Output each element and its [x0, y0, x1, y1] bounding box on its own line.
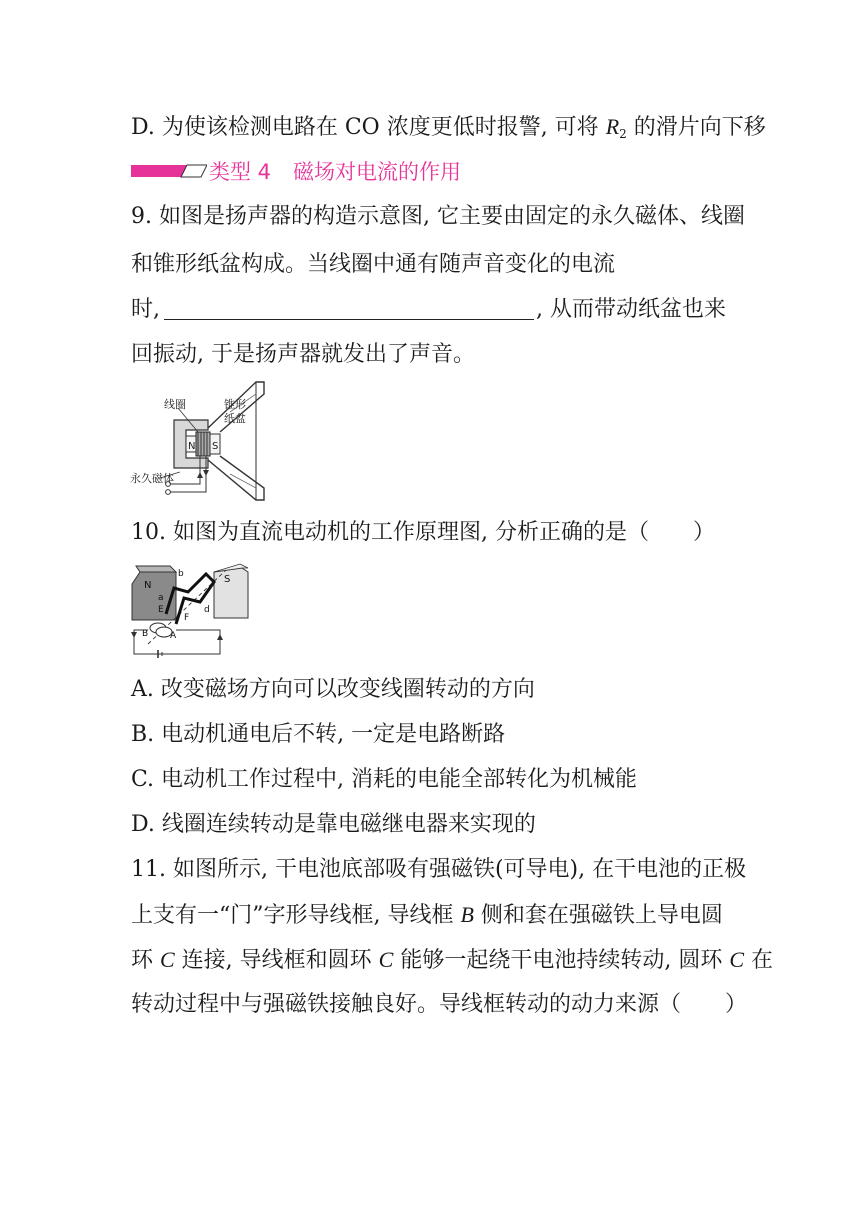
q10-option-d: D. 线圈连续转动是靠电磁继电器来实现的: [131, 812, 536, 837]
motor-diagram: [130, 562, 252, 662]
q10-stem: 10. 如图为直流电动机的工作原理图, 分析正确的是（ ）: [131, 520, 715, 545]
speaker-label-s: S: [212, 441, 219, 452]
q8-option-d-prefix: D. 为使该检测电路在 CO 浓度更低时报警, 可将: [131, 115, 606, 140]
motor-label-a-small: a: [158, 593, 164, 603]
section-header: [131, 156, 461, 186]
q11-line-3-var3: C: [729, 947, 745, 972]
speaker-label-cone-1: 锥形: [224, 398, 246, 411]
motor-label-f: F: [184, 613, 190, 623]
q11-line-3-d: 在: [744, 948, 774, 973]
q11-line-2-a: 上支有一“门”字形导线框, 导线框: [131, 903, 461, 928]
speaker-label-n: N: [188, 441, 196, 452]
q9-line-3: [131, 295, 726, 325]
motor-figure: [130, 562, 252, 662]
speaker-label-coil: 线圈: [164, 398, 186, 411]
speaker-label-cone-2: 纸盆: [224, 412, 246, 425]
q9-line-3-prefix: 时,: [131, 297, 160, 322]
q10-option-b: B. 电动机通电后不转, 一定是电路断路: [131, 722, 506, 747]
q8-option-d-suffix: 的滑片向下移: [626, 115, 766, 140]
speaker-diagram: [130, 376, 280, 508]
q11-line-2: [131, 900, 723, 931]
q11-line-3: [131, 945, 773, 976]
motor-label-s: S: [224, 574, 231, 585]
q11-line-3-a: 环: [131, 948, 160, 973]
speaker-label-magnet: 永久磁体: [130, 472, 174, 485]
q11-line-3-b: 连接, 导线框和圆环: [174, 948, 379, 973]
q11-line-3-var2: C: [378, 947, 394, 972]
q11-line-4: 转动过程中与强磁铁接触良好。导线框转动的动力来源（ ）: [131, 992, 748, 1017]
q9-line-1: 9. 如图是扬声器的构造示意图, 它主要由固定的永久磁体、线圈: [131, 204, 745, 229]
q10-option-c: C. 电动机工作过程中, 消耗的电能全部转化为机械能: [131, 767, 638, 792]
q9-line-4: 回振动, 于是扬声器就发出了声音。: [131, 342, 475, 367]
q11-line-2-var: B: [460, 902, 474, 927]
q11-line-3-c: 能够一起绕干电池持续转动, 圆环: [393, 948, 730, 973]
motor-label-b-small: b: [178, 569, 184, 579]
motor-label-e: E: [158, 605, 164, 615]
section-bar-icon: [131, 163, 207, 179]
q11-line-1: 11. 如图所示, 干电池底部吸有强磁铁(可导电), 在干电池的正极: [131, 857, 747, 882]
q11-line-3-var1: C: [160, 947, 175, 972]
speaker-figure: [130, 376, 280, 508]
q9-line-3-suffix: , 从而带动纸盆也来: [536, 297, 726, 322]
q9-answer-blank[interactable]: [164, 297, 534, 320]
q8-option-d-sub: 2: [619, 127, 627, 141]
motor-label-b: B: [142, 629, 149, 639]
q8-option-d: [131, 112, 766, 149]
section-title: 磁场对电流的作用: [293, 160, 462, 184]
section-label: 类型 4: [209, 160, 272, 184]
q9-line-2: 和锥形纸盆构成。当线圈中通有随声音变化的电流: [131, 252, 616, 277]
q10-option-a: A. 改变磁场方向可以改变线圈转动的方向: [131, 677, 535, 702]
q11-line-2-b: 侧和套在强磁铁上导电圆: [473, 903, 723, 928]
q8-option-d-var: R: [605, 114, 620, 139]
motor-label-n: N: [144, 580, 152, 591]
motor-label-a: A: [170, 631, 177, 641]
motor-label-d: d: [204, 605, 210, 615]
